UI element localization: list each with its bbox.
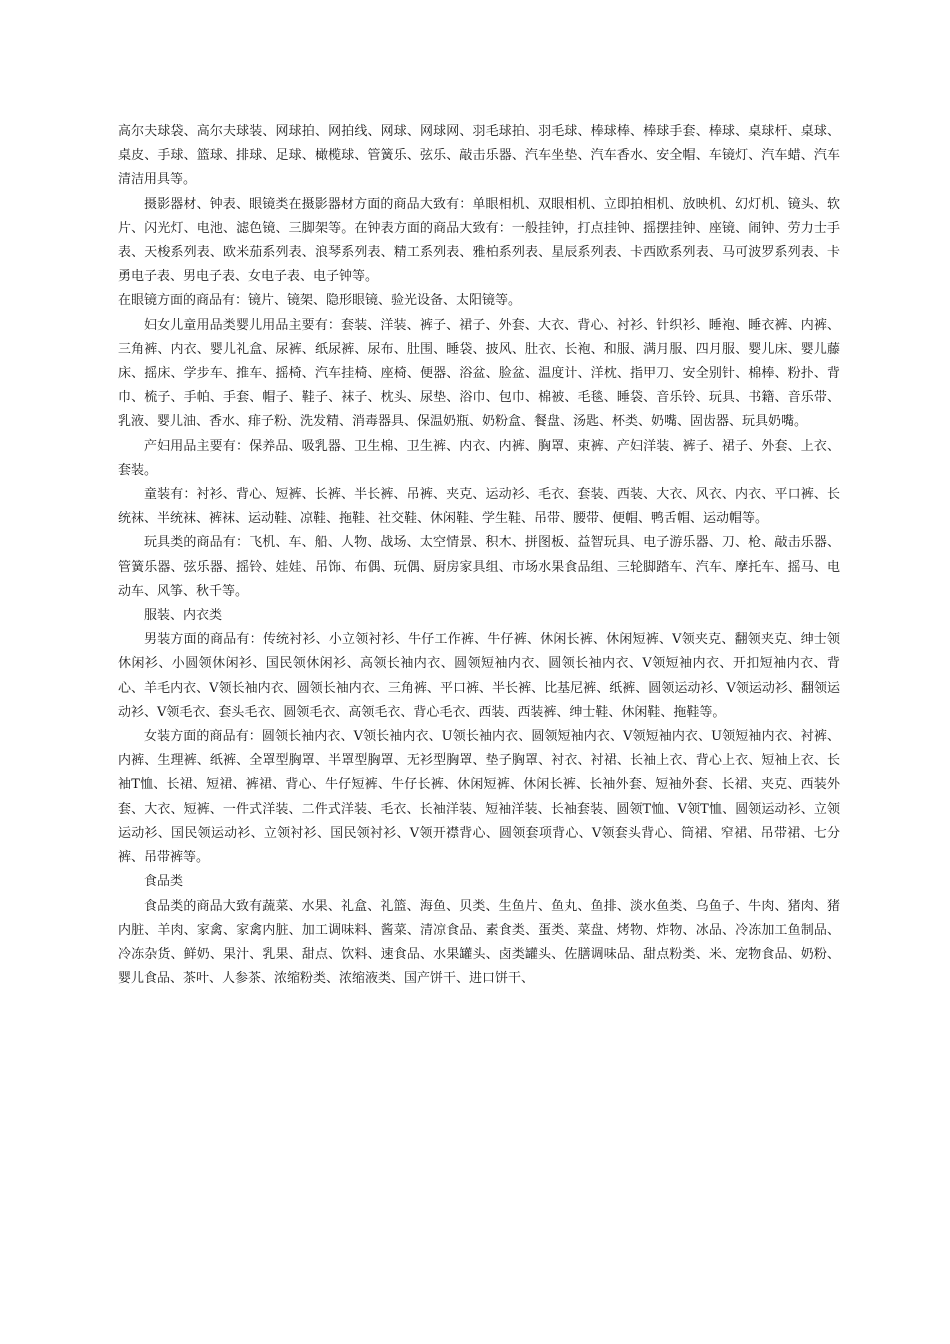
paragraph-baby-goods: 妇女儿童用品类婴儿用品主要有：套装、洋装、裤子、裙子、外套、大衣、背心、衬衫、针织衫、睡袍、睡衣裤、内裤、三角裤、内衣、婴儿礼盒、尿裤、纸尿裤、尿布、肚围、睡袋、披风、肚衣、长袍、和服、满月服、四月服、婴儿床、婴儿藤床、摇床、学步车、推车、摇椅、汽车挂椅、座椅、便器、浴盆、脸盆、温度计、洋枕、指甲刀、安全别针、棉棒、粉扑、背巾、梳子、手帕、手套、帽子、鞋子、袜子、枕头、尿垫、浴巾、包巾、棉被、毛毯、睡袋、音乐铃、玩具、书籍、音乐带、乳液、婴儿油、香水、痱子粉、洗发精、消毒器具、保温奶瓶、奶粉盒、餐盘、汤匙、杯类、奶嘴、固齿器、玩具奶嘴。 [118, 317, 840, 430]
document-page [118, 120, 840, 991]
paragraph-kids-clothing: 童装有：衬衫、背心、短裤、长裤、半长裤、吊裤、夹克、运动衫、毛衣、套装、西装、大衣、风衣、内衣、平口裤、长统袜、半统袜、裤袜、运动鞋、凉鞋、拖鞋、社交鞋、休闲鞋、学生鞋、吊带、腰带、便帽、鸭舌帽、运动帽等。 [118, 487, 840, 527]
paragraph-food: 食品类的商品大致有蔬菜、水果、礼盒、礼篮、海鱼、贝类、生鱼片、鱼丸、鱼排、淡水鱼类、乌鱼子、牛肉、猪肉、猪内脏、羊肉、家禽、家禽内脏、加工调味料、酱菜、清凉食品、素食类、蛋类、菜盘、烤物、炸物、冰品、冷冻加工鱼制品、冷冻杂货、鲜奶、果汁、乳果、甜点、饮料、速食品、水果罐头、卤类罐头、佐膳调味品、甜点粉类、米、宠物食品、奶粉、婴儿食品、茶叶、人参茶、浓缩粉类、浓缩液类、国产饼干、进口饼干、 [118, 898, 840, 987]
paragraph-photo-watch: 摄影器材、钟表、眼镜类在摄影器材方面的商品大致有：单眼相机、双眼相机、立即拍相机、放映机、幻灯机、镜头、软片、闪光灯、电池、滤色镜、三脚架等。在钟表方面的商品大致有：一般挂钟，打点挂钟、摇摆挂钟、座镜、闹钟、劳力士手表、天梭系列表、欧米茄系列表、浪琴系列表、精工系列表、雅柏系列表、星辰系列表、卡西欧系列表、马可波罗系列表、卡勇电子表、男电子表、女电子表、电子钟等。 [118, 196, 840, 285]
heading-food: 食品类 [144, 874, 184, 890]
paragraph-womenswear: 女装方面的商品有：圆领长袖内衣、V领长袖内衣、U领长袖内衣、圆领短袖内衣、V领短袖内衣、U领短袖内衣、衬裤、内裤、生理裤、纸裤、全罩型胸罩、半罩型胸罩、无衫型胸罩、垫子胸罩、衬衣、衬裙、长袖上衣、背心上衣、短袖上衣、长袖T恤、长裙、短裙、裤裙、背心、牛仔短裤、牛仔长裤、休闲短裤、休闲长裤、长袖外套、短袖外套、长裙、夹克、西装外套、大衣、短裤、一件式洋装、二件式洋装、毛衣、长袖洋装、短袖洋装、长袖套装、圆领T恤、V领T恤、圆领运动衫、立领运动衫、国民领运动衫、立领衬衫、国民领衬衫、V领开襟背心、圆领套项背心、V领套头背心、筒裙、窄裙、吊带裙、七分裤、吊带裤等。 [118, 729, 840, 866]
paragraph-sports-auto: 高尔夫球袋、高尔夫球装、网球拍、网拍线、网球、网球网、羽毛球拍、羽毛球、棒球棒、棒球手套、棒球、桌球杆、桌球、桌皮、手球、篮球、排球、足球、橄榄球、管簧乐、弦乐、敲击乐器、汽车坐垫、汽车香水、安全帽、车镜灯、汽车蜡、汽车清洁用具等。 [118, 124, 840, 188]
paragraph-menswear: 男装方面的商品有：传统衬衫、小立领衬衫、牛仔工作裤、牛仔裤、休闲长裤、休闲短裤、V领夹克、翻领夹克、绅士领休闲衫、小圆领休闲衫、国民领休闲衫、高领长袖内衣、圆领短袖内衣、圆领长袖内衣、V领短袖内衣、开扣短袖内衣、背心、羊毛内衣、V领长袖内衣、圆领长袖内衣、三角裤、平口裤、半长裤、比基尼裤、纸裤、圆领运动衫、V领运动衫、翻领运动衫、V领毛衣、套头毛衣、圆领毛衣、高领毛衣、背心毛衣、西装、西装裤、绅士鞋、休闲鞋、拖鞋等。 [118, 632, 840, 720]
paragraph-glasses: 在眼镜方面的商品有：镜片、镜架、隐形眼镜、验光设备、太阳镜等。 [118, 293, 522, 309]
paragraph-toys: 玩具类的商品有：飞机、车、船、人物、战场、太空情景、积木、拼图板、益智玩具、电子游乐器、刀、枪、敲击乐器、管簧乐器、弦乐器、摇铃、娃娃、吊饰、布偶、玩偶、厨房家具组、市场水果食品组、三轮脚踏车、汽车、摩托车、摇马、电动车、风筝、秋千等。 [118, 535, 840, 599]
paragraph-maternity: 产妇用品主要有：保养品、吸乳器、卫生棉、卫生裤、内衣、内裤、胸罩、束裤、产妇洋装、裤子、裙子、外套、上衣、套装。 [118, 438, 840, 478]
heading-clothing: 服装、内衣类 [144, 608, 223, 624]
